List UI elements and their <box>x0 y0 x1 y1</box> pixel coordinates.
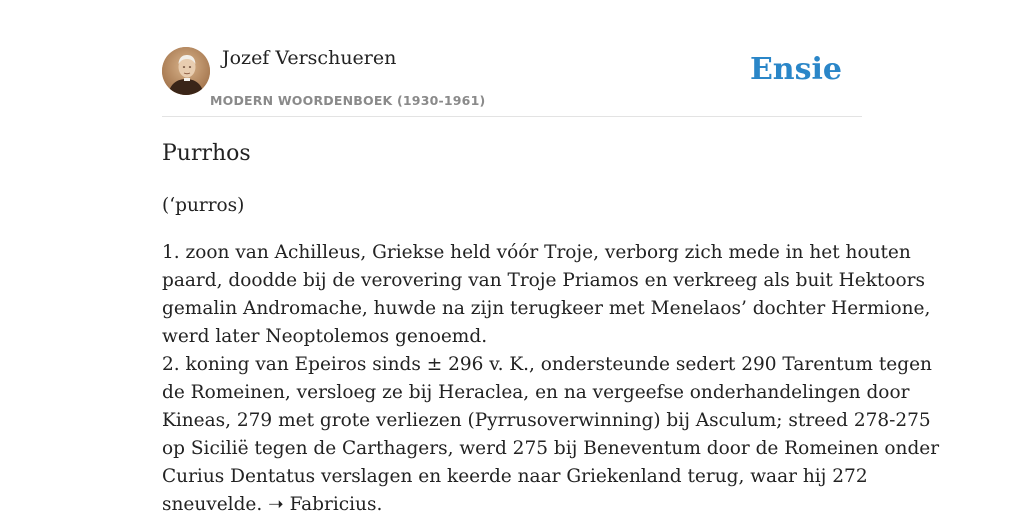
pronunciation: (‘purros) <box>162 195 245 216</box>
site-logo[interactable]: Ensie <box>749 52 842 87</box>
entry-title: Purrhos <box>162 141 251 166</box>
body-line: paard, doodde bij de verovering van Troje Priamos en verkreeg als buit Hektoors <box>162 270 925 291</box>
body-line: de Romeinen, versloeg ze bij Heraclea, en na vergeefse onderhandelingen door <box>162 382 910 403</box>
body-line: Kineas, 279 met grote verliezen (Pyrrusoverwinning) bij Asculum; streed 278-275 <box>162 410 931 431</box>
author-portrait-icon <box>162 47 210 95</box>
body-line-text: sneuvelde. <box>162 494 263 512</box>
entry-body <box>162 239 940 512</box>
header <box>162 46 862 117</box>
author-name[interactable]: Jozef Verschueren <box>222 47 397 69</box>
body-line: gemalin Andromache, huwde na zijn terugkeer met Menelaos’ dochter Hermione, <box>162 298 931 319</box>
source-label[interactable]: MODERN WOORDENBOEK (1930-1961) <box>210 93 486 108</box>
cross-reference-link[interactable]: Fabricius. <box>289 494 383 512</box>
arrow-right-icon: ➝ <box>268 494 284 512</box>
body-line: werd later Neoptolemos genoemd. <box>162 326 488 347</box>
body-line: 1. zoon van Achilleus, Griekse held vóór Troje, verborg zich mede in het houten <box>162 242 911 263</box>
body-line: 2. koning van Epeiros sinds ± 296 v. K., ondersteunde sedert 290 Tarentum tegen <box>162 354 932 375</box>
body-line-last <box>162 491 866 512</box>
author-avatar[interactable] <box>162 47 210 95</box>
body-line: op Sicilië tegen de Carthagers, werd 275 bij Beneventum door de Romeinen onder <box>162 438 940 459</box>
body-line: Curius Dentatus verslagen en keerde naar Griekenland terug, waar hij 272 <box>162 466 868 487</box>
